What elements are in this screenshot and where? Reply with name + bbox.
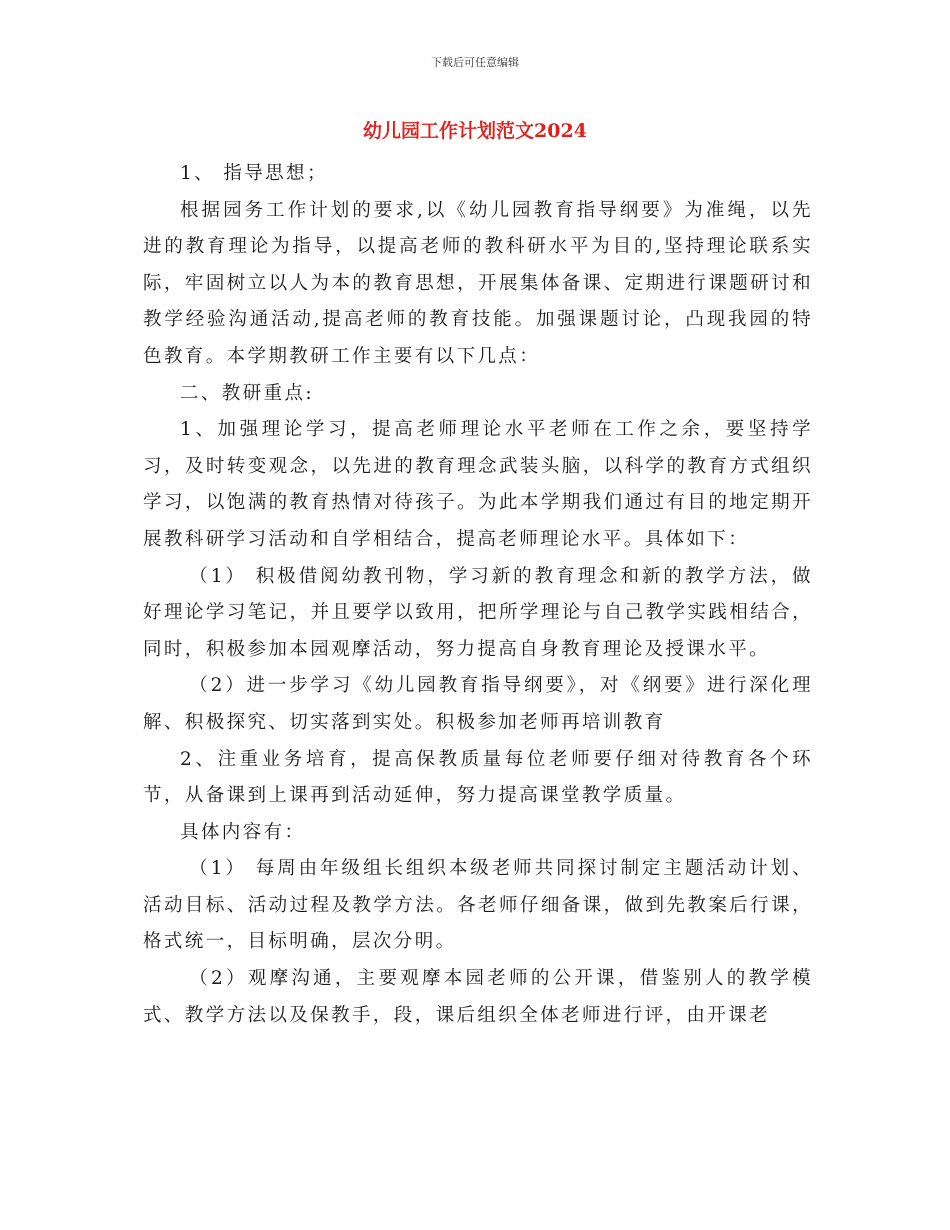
document-body [143,156,813,1034]
paragraph-specific-content-label: 具体内容有： [180,821,306,843]
document-title: 幼儿园工作计划范文2024 [363,120,587,142]
paragraph-item-1-weekly-planning: （1） 每周由年级组长组织本级老师共同探讨制定主题活动计划、活动目标、活动过程及教学方法。各老师仔细备课，做到先教案后行课，格式统一，目标明确，层次分明。 [143,858,813,953]
paragraph-item-2-guideline: （2）进一步学习《幼儿园教育指导纲要》，对《纲要》进行深化理解、积极探究、切实落到实处。积极参加老师再培训教育 [143,675,813,733]
paragraph-business-training: 2、注重业务培育，提高保教质量每位老师要仔细对待教育各个环节，从备课到上课再到活动延伸，努力提高课堂教学质量。 [143,748,813,807]
header-note: 下载后可任意编辑 [431,56,519,69]
paragraph-theory-study: 1、加强理论学习，提高老师理论水平老师在工作之余，要坚持学习，及时转变观念，以先进的教育理念武装头脑，以科学的教育方式组织学习，以饱满的教育热情对待孩子。为此本学期我们通过有目的地定期开展教科研学习活动和自学相结合，提高老师理论水平。具体如下： [143,419,813,550]
section-heading-guiding-ideology: 1、 指导思想； [180,163,328,184]
section-heading-research-focus: 二、教研重点: [180,382,315,404]
paragraph-guiding-ideology: 根据园务工作计划的要求,以《幼儿园教育指导纲要》为准绳，以先进的教育理论为指导，以提高老师的教科研水平为目的,坚持理论联系实际，牢固树立以人为本的教育思想，开展集体备课、定期进行课题研讨和教学经验沟通活动,提高老师的教育技能。加强课题讨论，凸现我园的特色教育。本学期教研工作主要有以下几点： [143,199,813,367]
paragraph-item-1-reading: （1） 积极借阅幼教刊物，学习新的教育理念和新的教学方法，做好理论学习笔记，并且要学以致用，把所学理论与自己教学实践相结合，同时，积极参加本园观摩活动，努力提高自身教育理论及授课水平。 [143,565,813,660]
paragraph-item-2-observation: （2）观摩沟通，主要观摩本园老师的公开课，借鉴别人的教学模式、教学方法以及保教手，段，课后组织全体老师进行评，由开课老 [143,968,813,1026]
